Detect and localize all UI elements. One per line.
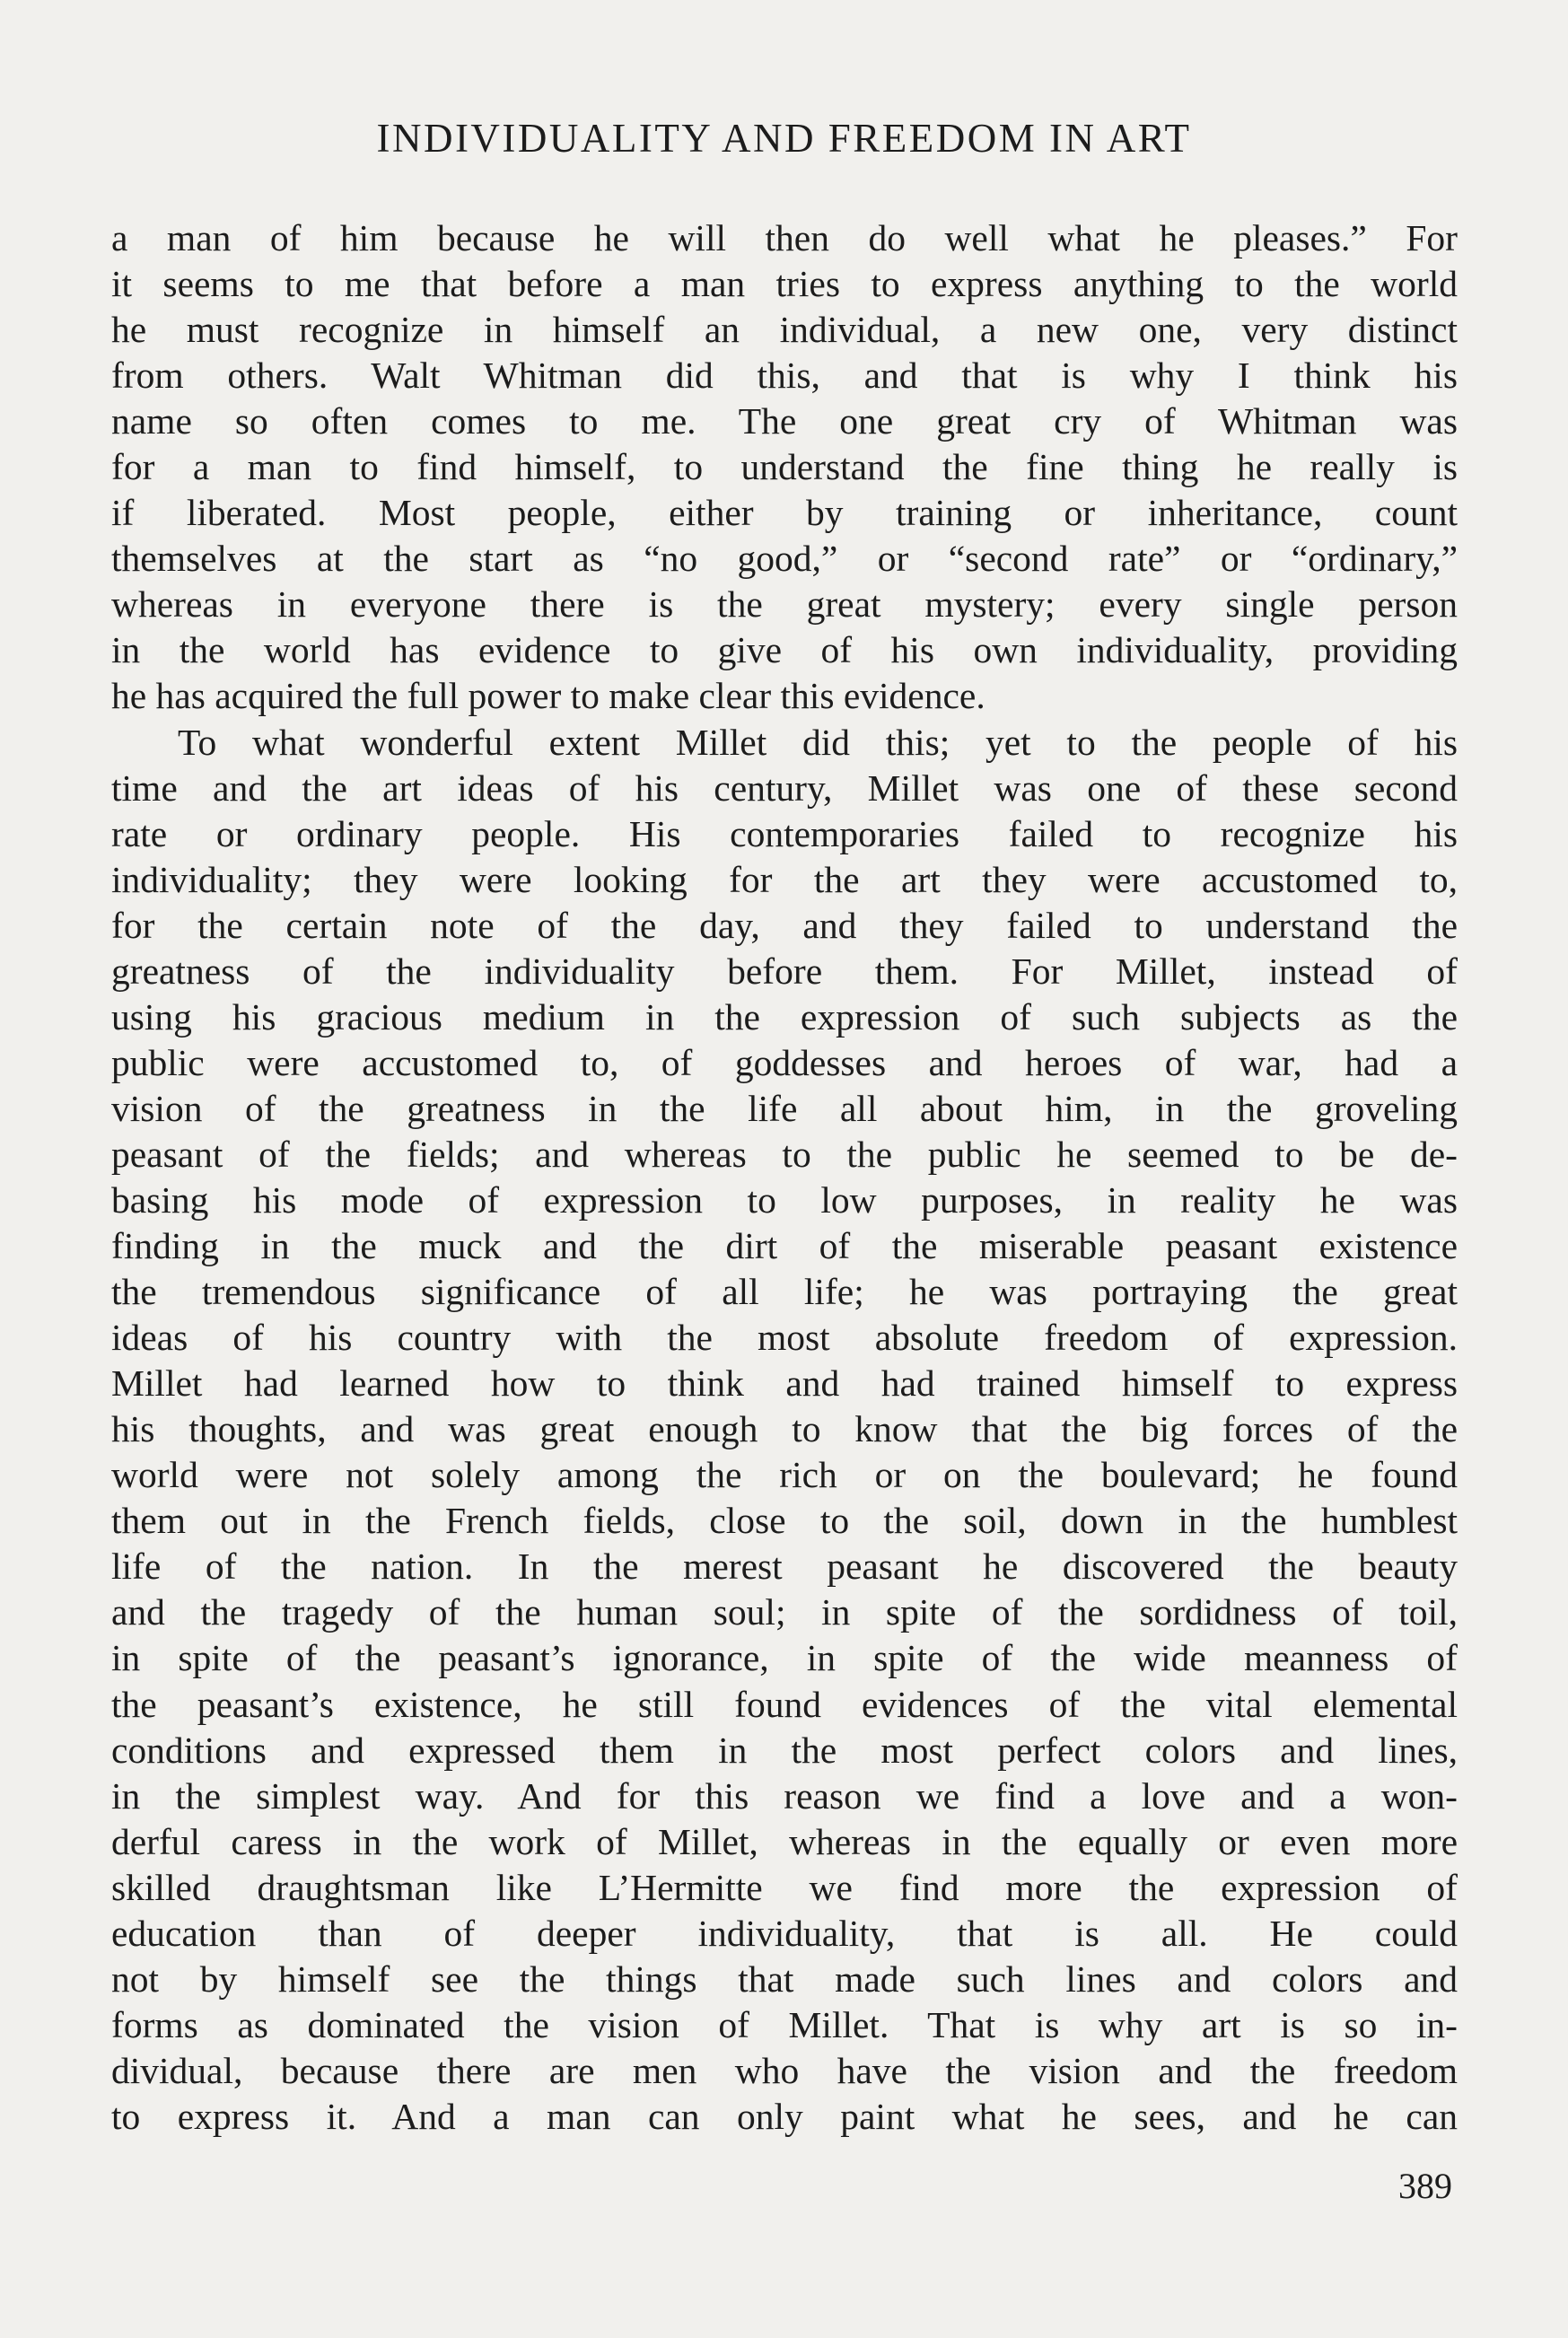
- text-line: dividual, because there are men who have the vision and the freedom: [111, 2049, 1458, 2091]
- text-line: basing his mode of expression to low purposes, in reality he was: [111, 1178, 1458, 1221]
- text-line: Millet had learned how to think and had trained himself to express: [111, 1362, 1458, 1405]
- text-line: his thoughts, and was great enough to know that the big forces of the: [111, 1408, 1458, 1450]
- text-line: education than of deeper individuality, that is all. He could: [111, 1912, 1458, 1954]
- text-line: not by himself see the things that made such lines and colors and: [111, 1957, 1458, 2000]
- text-line: for a man to find himself, to understand the fine thing he really is: [111, 446, 1458, 488]
- text-line: from others. Walt Whitman did this, and that is why I think his: [111, 355, 1458, 397]
- text-line: in the simplest way. And for this reason we find a love and a won-: [111, 1774, 1458, 1817]
- text-line: name so often comes to me. The one great cry of Whitman was: [111, 400, 1458, 442]
- text-line: life of the nation. In the merest peasant he discovered the beauty: [111, 1546, 1458, 1588]
- text-line: world were not solely among the rich or on the boulevard; he found: [111, 1454, 1458, 1496]
- text-line: time and the art ideas of his century, Millet was one of these second: [111, 766, 1458, 809]
- text-line: individuality; they were looking for the art they were accustomed to,: [111, 858, 1458, 900]
- text-line: skilled draughtsman like L’Hermitte we find more the expression of: [111, 1866, 1458, 1908]
- text-line: in spite of the peasant’s ignorance, in spite of the wide meanness of: [111, 1637, 1458, 1679]
- text-line: vision of the greatness in the life all about him, in the groveling: [111, 1087, 1458, 1129]
- text-line: derful caress in the work of Millet, whereas in the equally or even more: [111, 1820, 1458, 1862]
- text-line: if liberated. Most people, either by training or inheritance, count: [111, 492, 1458, 534]
- text-line: public were accustomed to, of goddesses and heroes of war, had a: [111, 1041, 1458, 1083]
- text-line: a man of him because he will then do well what he pleases.” For: [111, 217, 1458, 258]
- text-line: themselves at the start as “no good,” or “second rate” or “ordinary,”: [111, 538, 1458, 580]
- text-line: and the tragedy of the human soul; in spite of the sordidness of toil,: [111, 1591, 1458, 1633]
- body-text: [111, 215, 1458, 2140]
- text-line: to express it. And a man can only paint what he sees, and he can: [111, 2095, 1458, 2137]
- text-line: To what wonderful extent Millet did this; yet to the people of his: [178, 721, 1458, 763]
- text-line: conditions and expressed them in the most perfect colors and lines,: [111, 1729, 1458, 1771]
- text-line: finding in the muck and the dirt of the miserable peasant existence: [111, 1225, 1458, 1267]
- text-line: greatness of the individuality before them. For Millet, instead of: [111, 950, 1458, 992]
- text-line: rate or ordinary people. His contemporaries failed to recognize his: [111, 812, 1458, 854]
- text-line: the tremendous significance of all life; he was portraying the great: [111, 1271, 1458, 1313]
- text-line: he has acquired the full power to make clear this evidence.: [111, 675, 985, 717]
- text-line: forms as dominated the vision of Millet. That is why art is so in-: [111, 2003, 1458, 2045]
- running-head: INDIVIDUALITY AND FREEDOM IN ART: [376, 116, 1192, 161]
- text-line: using his gracious medium in the expression of such subjects as the: [111, 995, 1458, 1038]
- text-line: for the certain note of the day, and they failed to understand the: [111, 904, 1458, 946]
- text-line: it seems to me that before a man tries to express anything to the world: [111, 263, 1458, 305]
- text-line: whereas in everyone there is the great mystery; every single person: [111, 583, 1458, 626]
- page-number: 389: [1398, 2166, 1452, 2206]
- text-line: the peasant’s existence, he still found evidences of the vital elemental: [111, 1683, 1458, 1725]
- text-line: peasant of the fields; and whereas to the public he seemed to be de-: [111, 1133, 1458, 1175]
- text-line: ideas of his country with the most absolute freedom of expression.: [111, 1317, 1458, 1359]
- text-line: them out in the French fields, close to the soil, down in the humblest: [111, 1500, 1458, 1542]
- text-line: he must recognize in himself an individual, a new one, very distinct: [111, 309, 1458, 351]
- text-line: in the world has evidence to give of his own individuality, providing: [111, 629, 1458, 671]
